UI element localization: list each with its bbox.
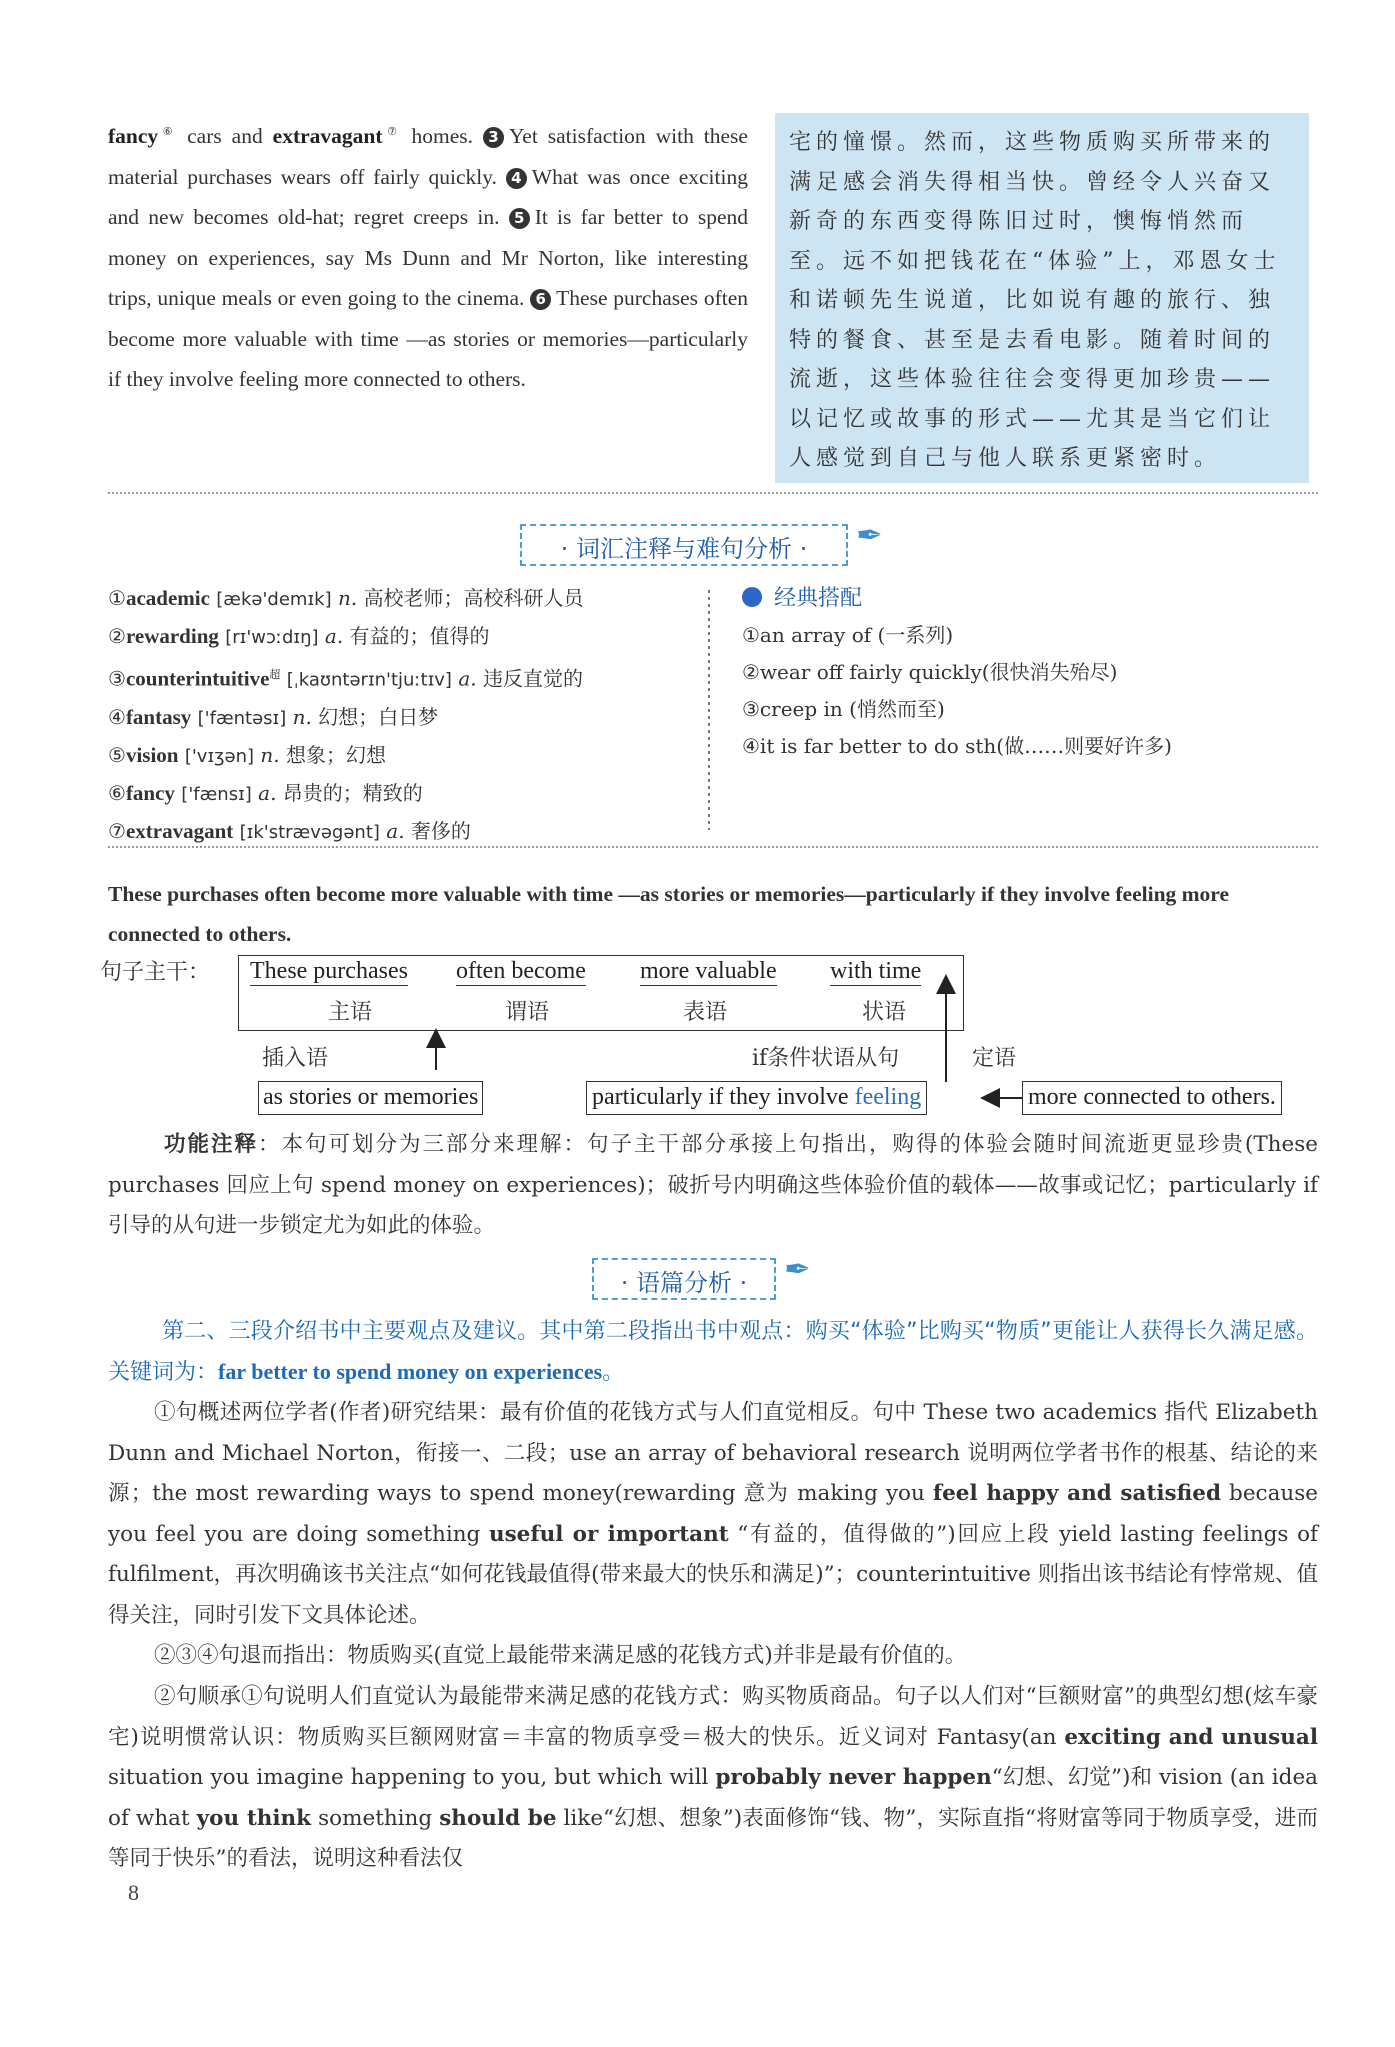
sentence-number-6: 6 [530, 289, 551, 310]
vocab-item: ⑥fancy ['fænsɪ] a. 昂贵的；精致的 [108, 780, 423, 805]
vocab-item: ③counterintuitive$^超$ [ˌkaʊntərɪn'tjuːtɪv] a. 违反直觉的 [108, 666, 583, 691]
key-sentence: These purchases often become more valuable with time —as stories or memories—particularly if they involve feeling more connected to others. [108, 882, 1230, 946]
diagram-label: 句子主干： [100, 960, 211, 985]
feather-pen-icon: ✒ [784, 1250, 811, 1288]
condition-box: particularly if they involve feeling [586, 1081, 927, 1115]
predicative-text: more valuable [640, 958, 777, 984]
collocation-item: ②wear off fairly quickly(很快消失殆尽) [742, 660, 1118, 684]
analysis-paragraph-3: ②句顺承①句说明人们直觉认为最能带来满足感的花钱方式：购买物质商品。句子以人们对“巨额财富”的典型幻想(炫车豪宅)说明惯常认识：物质购买巨额网财富＝丰富的物质享受＝极大的快乐。近义词对 Fantasy(an exciting and unusual situation you imagine happening to you, but which will probably never happen“幻想、幻觉”)和 vision (an idea of what you think something should be like“幻想、想象”)表面修饰“钱、物”，实际直指“将财富等同于物质享受，进而等同于快乐”的看法，说明这种看法仅 [108, 1684, 1319, 1871]
collocation-item: ①an array of (一系列) [742, 623, 954, 647]
subject-role: 主语 [328, 1000, 373, 1025]
vocab-item: ①academic [ækə'demɪk] n. 高校老师；高校科研人员 [108, 586, 584, 610]
condition-label: if条件状语从句 [752, 1046, 900, 1071]
function-note: 功能注释：本句可划分为三部分来理解：句子主干部分承接上句指出，购得的体验会随时间流逝更显珍贵(These purchases 回应上句 spend money on experiences)；破折号内明确这些体验价值的载体——故事或记忆；particularly if 引导的从句进一步锁定尤为如此的体验。 [108, 1132, 1318, 1238]
insert-box: as stories or memories [258, 1081, 483, 1115]
analysis-summary: 第二、三段介绍书中主要观点及建议。其中第二段指出书中观点：购买“体验”比购买“物质”更能让人获得长久满足感。关键词为：far better to spend money on experiences。 [108, 1319, 1318, 1385]
sentence-number-4: 4 [506, 168, 527, 189]
sentence-number-3: 3 [483, 127, 504, 148]
predicate-text: often become [456, 958, 586, 984]
insert-label: 插入语 [262, 1046, 329, 1071]
vocab-item: ②rewarding [rɪ'wɔːdɪŋ] a. 有益的；值得的 [108, 624, 490, 648]
collocation-item: ③creep in (悄然而至) [742, 697, 945, 721]
section-title-discourse: · 语篇分析 · [592, 1258, 776, 1300]
translation-text: 宅的憧憬。然而，这些物质购买所带来的满足感会消失得相当快。曾经令人兴奋又新奇的东西变得陈旧过时，懊悔悄然而至。远不如把钱花在“体验”上，邓恩女士和诺顿先生说道，比如说有趣的旅行、独特的餐食、甚至是去看电影。随着时间的流逝，这些体验往往会变得更加珍贵——以记忆或故事的形式——尤其是当它们让人感觉到自己与他人联系更紧密时。 [789, 130, 1281, 471]
adverbial-role: 状语 [862, 1000, 907, 1025]
analysis-paragraph-2: ②③④句退而指出：物质购买(直觉上最能带来满足感的花钱方式)并非是最有价值的。 [154, 1643, 967, 1668]
vocab-item: ④fantasy ['fæntəsɪ] n. 幻想；白日梦 [108, 704, 439, 729]
vocab-item: ⑤vision ['vɪʒən] n. 想象；幻想 [108, 742, 387, 767]
analysis-paragraph-1: ①句概述两位学者(作者)研究结果：最有价值的花钱方式与人们直觉相反。句中 These two academics 指代 Elizabeth Dunn and Michael Norton，衔接一、二段；use an array of behavioral research 说明两位学者书作的根基、结论的来源；the most rewarding ways to spend money(rewarding 意为 making you feel happy and satisfied because you feel you are doing something useful or important “有益的，值得做的”)回应上段 yield lasting feelings of fulfilment，再次明确该书关注点“如何花钱最值得(带来最大的快乐和满足)”；counterintuitive 则指出该书结论有悖常规、值得关注，同时引发下文具体论述。 [108, 1400, 1319, 1628]
passage-text: fancy⑥ cars and extravagant⑦ homes. 3 Yet satisfaction with these material purchases wears off fairly quickly. 4 What was once exciting and new becomes old-hat; regret creeps in. 5 It is far better to spend money on experiences, say Ms Dunn and Mr Norton, like interesting trips, unique meals or even going to the cinema. 6 These purchases often become more valuable with time —as stories or memories—particularly if they involve feeling more connected to others. [108, 124, 748, 392]
sentence-number-5: 5 [509, 208, 530, 229]
section-title-vocab: · 词汇注释与难句分析 · [520, 524, 848, 566]
predicate-role: 谓语 [505, 1000, 550, 1025]
predicative-role: 表语 [683, 1000, 728, 1025]
page-number: 8 [128, 1880, 139, 1905]
attribute-box: more connected to others. [1022, 1081, 1282, 1115]
collocations: 经典搭配 ①an array of (一系列) ②wear off fairly quickly(很快消失殆尽) ③creep in (悄然而至) ④it is far better to do sth(做……则要好许多) [742, 580, 1322, 765]
vocab-item: ⑦extravagant [ɪk'strævəgənt] a. 奢侈的 [108, 818, 471, 843]
subject-text: These purchases [250, 958, 408, 984]
attribute-label: 定语 [972, 1046, 1017, 1071]
feather-pen-icon: ✒ [856, 516, 883, 554]
collocation-item: ④it is far better to do sth(做……则要好许多) [742, 734, 1172, 758]
adverbial-text: with time [830, 958, 922, 984]
